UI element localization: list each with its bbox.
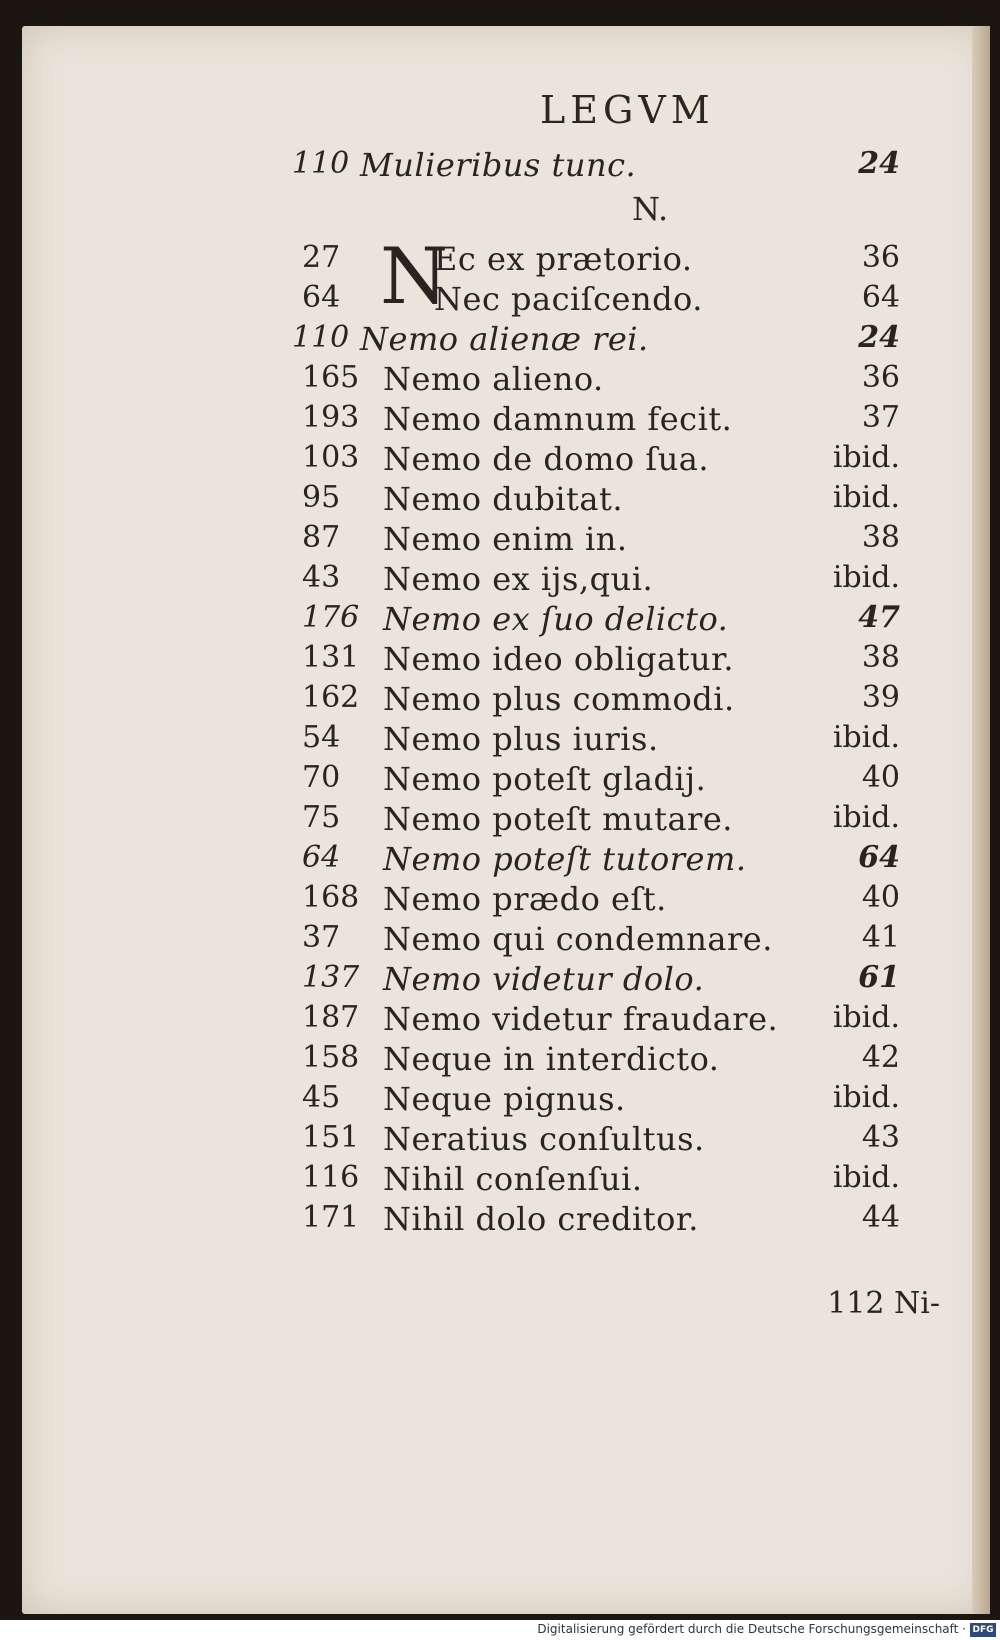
entry-page: 47	[858, 600, 900, 635]
index-entry	[0, 1080, 960, 1120]
entry-text: Nemo ex ijs,qui.	[383, 560, 654, 598]
index-entry	[0, 560, 960, 600]
index-entry	[0, 1200, 960, 1240]
index-entry	[0, 240, 960, 280]
entry-number: 110	[292, 146, 350, 181]
entry-page: 42	[861, 1040, 900, 1075]
entry-page: 64	[858, 840, 900, 875]
entry-number: 162	[302, 680, 360, 715]
entry-number: 110	[292, 320, 350, 355]
entry-page: 44	[861, 1200, 900, 1235]
entry-page: ibid.	[832, 1000, 900, 1035]
entry-text: Nemo prædo eſt.	[383, 880, 667, 918]
entry-text: Nemo plus commodi.	[383, 680, 735, 718]
entry-text: Nemo alieno.	[383, 360, 604, 398]
catchword: 112 Ni-	[827, 1286, 940, 1321]
index-entry	[0, 920, 960, 960]
entry-number: 64	[302, 840, 341, 875]
dfg-logo: DFG	[970, 1623, 996, 1637]
entry-text: Nemo ideo obligatur.	[383, 640, 735, 678]
entry-number: 45	[302, 1080, 341, 1115]
index-entry	[0, 1040, 960, 1080]
entry-number: 27	[302, 240, 341, 275]
entry-text: Neratius conſultus.	[383, 1120, 705, 1158]
entry-page: ibid.	[832, 440, 900, 475]
entry-page: 39	[861, 680, 900, 715]
entry-number: 54	[302, 720, 341, 755]
entry-text: Nemo poteſt gladij.	[383, 760, 707, 798]
entry-text: Nemo dubitat.	[383, 480, 623, 518]
entry-number: 103	[302, 440, 360, 475]
entry-number: 75	[302, 800, 341, 835]
index-entry	[0, 1120, 960, 1160]
entry-page: 38	[861, 640, 900, 675]
index-entry	[0, 600, 960, 640]
entry-page: 36	[861, 360, 900, 395]
entry-number: 70	[302, 760, 341, 795]
index-entry	[0, 720, 960, 760]
entry-page: 64	[861, 280, 900, 315]
entry-page: 36	[861, 240, 900, 275]
entry-page: 38	[861, 520, 900, 555]
entry-page: 40	[861, 880, 900, 915]
entry-text: Nemo poteſt mutare.	[383, 800, 733, 838]
page-header: LEGVM	[540, 88, 715, 132]
entry-page: 41	[861, 920, 900, 955]
entry-number: 176	[302, 600, 360, 635]
entry-page: 24	[858, 146, 900, 181]
entry-number: 43	[302, 560, 341, 595]
entry-text: Nihil conſenſui.	[383, 1160, 643, 1198]
index-entry	[0, 480, 960, 520]
index-entry	[0, 520, 960, 560]
entry-number: 193	[302, 400, 360, 435]
entry-number: 87	[302, 520, 341, 555]
entry-number: 168	[302, 880, 360, 915]
drop-capital: N	[380, 232, 449, 322]
entry-text: Nemo plus iuris.	[383, 720, 659, 758]
entry-page: ibid.	[832, 480, 900, 515]
index-entry	[0, 1160, 960, 1200]
footer-text: Digitalisierung gefördert durch die Deutsche Forschungsgemeinschaft ·	[537, 1622, 966, 1636]
entry-page: 61	[858, 960, 900, 995]
index-entry	[0, 1000, 960, 1040]
index-entry	[0, 400, 960, 440]
footer-bar	[0, 1620, 1000, 1640]
index-entry	[0, 320, 960, 360]
entry-number: 131	[302, 640, 360, 675]
entry-number: 158	[302, 1040, 360, 1075]
entry-text: Nemo enim in.	[383, 520, 628, 558]
entry-text: Nihil dolo creditor.	[383, 1200, 699, 1238]
index-entry	[0, 360, 960, 400]
entry-text: Nemo videtur dolo.	[383, 960, 705, 998]
entry-text: Nemo damnum fecit.	[383, 400, 733, 438]
index-entry	[0, 640, 960, 680]
entry-text: Mulieribus tunc.	[360, 146, 637, 184]
entry-number: 95	[302, 480, 341, 515]
entry-page: ibid.	[832, 800, 900, 835]
index-entry	[0, 440, 960, 480]
index-entry	[0, 840, 960, 880]
entry-text: Neque in interdicto.	[383, 1040, 720, 1078]
page-edge	[972, 26, 990, 1614]
index-entry	[0, 880, 960, 920]
entry-number: 116	[302, 1160, 360, 1195]
entry-page: 24	[858, 320, 900, 355]
entry-text: Nemo de domo ſua.	[383, 440, 710, 478]
entry-number: 165	[302, 360, 360, 395]
entry-number: 137	[302, 960, 360, 995]
index-entry	[0, 680, 960, 720]
index-entry	[0, 280, 960, 320]
entry-number: 64	[302, 280, 341, 315]
index-entry	[0, 960, 960, 1000]
entry-text: Nemo qui condemnare.	[383, 920, 773, 958]
entry-number: 187	[302, 1000, 360, 1035]
entry-text: Neque pignus.	[383, 1080, 626, 1118]
entry-text: Nemo ex ſuo delicto.	[383, 600, 729, 638]
entry-number: 171	[302, 1200, 360, 1235]
section-letter: N.	[632, 190, 669, 228]
entry-page: ibid.	[832, 1160, 900, 1195]
entry-page: 43	[861, 1120, 900, 1155]
entry-page: ibid.	[832, 1080, 900, 1115]
entry-page: 37	[861, 400, 900, 435]
entry-number: 37	[302, 920, 341, 955]
index-entry	[0, 760, 960, 800]
index-entry	[0, 800, 960, 840]
entry-page: 40	[861, 760, 900, 795]
entry-page: ibid.	[832, 720, 900, 755]
entry-text: Nec paciſcendo.	[434, 280, 703, 318]
index-entry	[0, 146, 960, 186]
entry-number: 151	[302, 1120, 360, 1155]
entry-text: Nemo poteſt tutorem.	[383, 840, 747, 878]
entry-text: Nemo alienæ rei.	[360, 320, 649, 358]
entry-text: Ec ex prætorio.	[434, 240, 693, 278]
entry-page: ibid.	[832, 560, 900, 595]
entry-text: Nemo videtur fraudare.	[383, 1000, 779, 1038]
